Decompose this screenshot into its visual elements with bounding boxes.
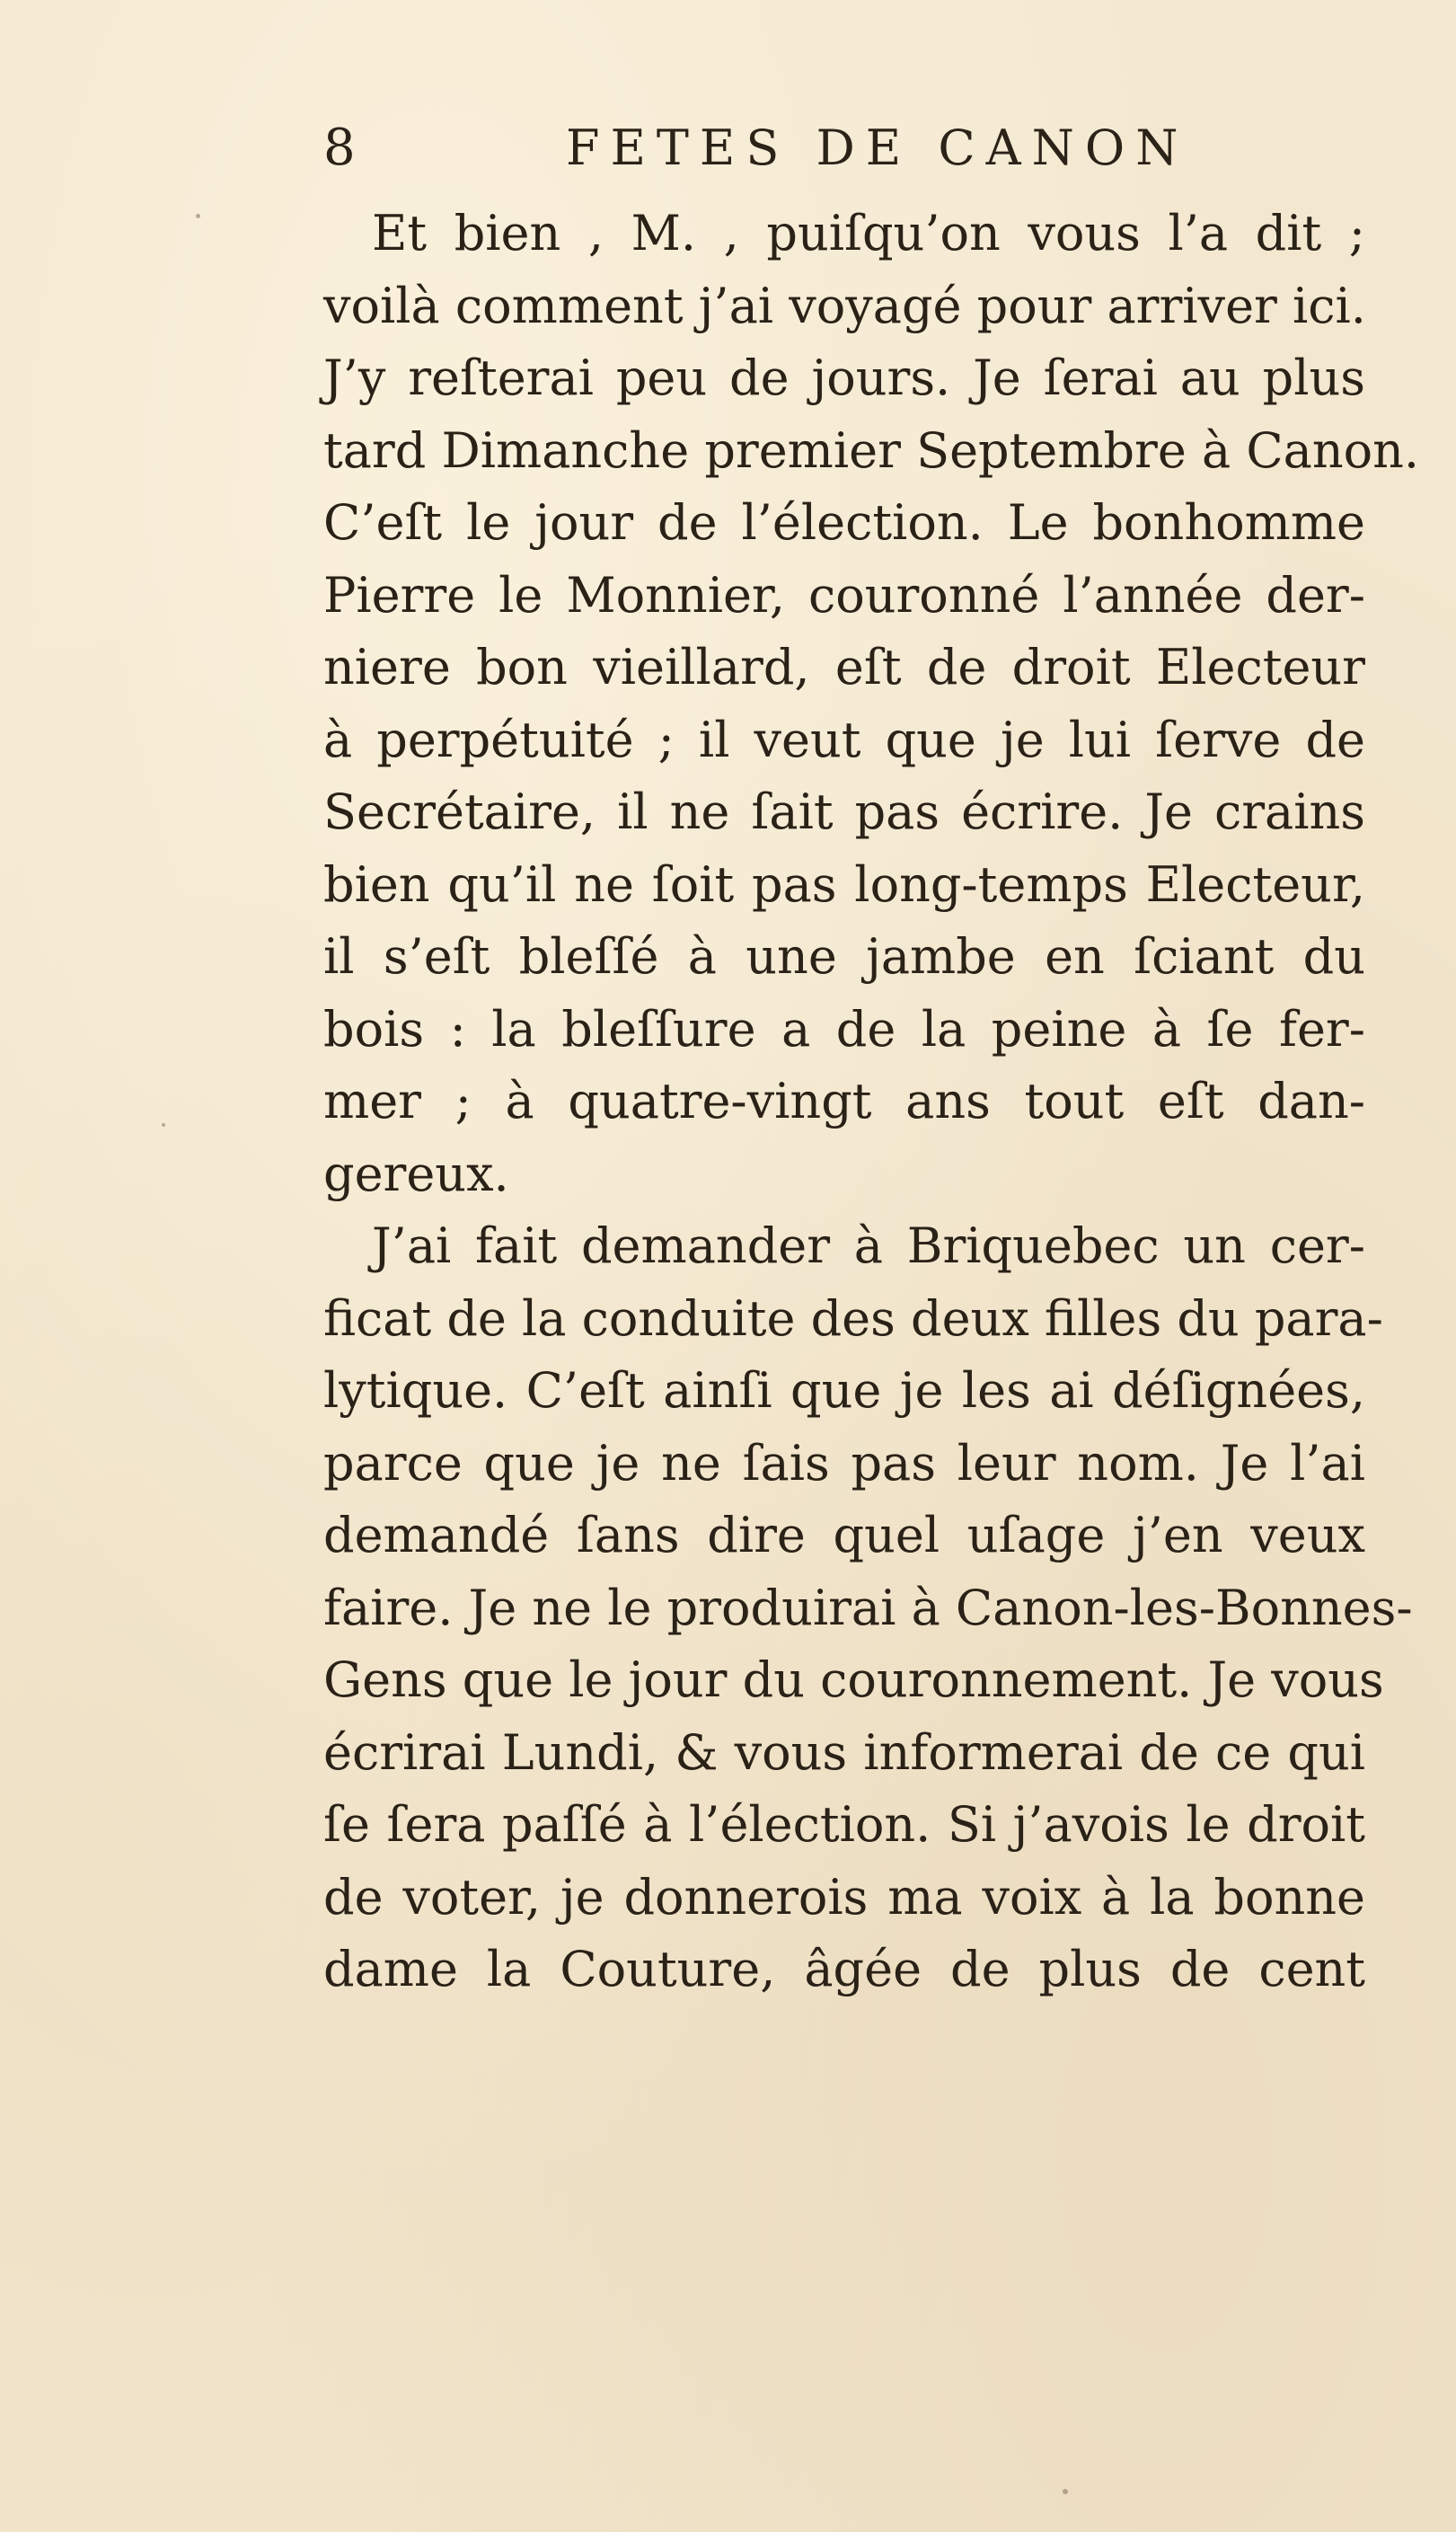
text-line: mer ; à quatre-vingt ans tout eſt dan- — [323, 1073, 1365, 1129]
page-header — [323, 108, 1189, 189]
text-line: demandé ſans dire quel uſage j’en veux — [323, 1507, 1365, 1563]
text-line: ſe ſera paſſé à l’élection. Si j’avois le droit — [323, 1796, 1365, 1853]
text-line: C’eſt le jour de l’élection. Le bonhomme — [323, 494, 1365, 551]
text-line: tard Dimanche premier Septembre à Canon. — [323, 421, 1420, 479]
text-line: parce que je ne ſais pas leur nom. Je l’ai — [323, 1434, 1365, 1492]
text-line: bien qu’il ne ſoit pas long-temps Electeur, — [323, 855, 1365, 913]
body-text — [323, 198, 1420, 2006]
text-line: faire. Je ne le produirai à Canon-les-Bonnes- — [323, 1579, 1413, 1636]
text-line: à perpétuité ; il veut que je lui ſerve de — [323, 711, 1365, 768]
page-number: 8 — [323, 119, 357, 177]
text-line: ficat de la conduite des deux filles du para- — [323, 1289, 1383, 1347]
text-line: gereux. — [323, 1145, 509, 1202]
text-line: lytique. C’eſt ainſi que je les ai déſignées, — [323, 1362, 1365, 1419]
running-title: FETES DE CANON — [566, 120, 1189, 176]
text-line: bois : la bleſſure a de la peine à ſe fer- — [323, 1000, 1365, 1058]
paragraph — [323, 198, 1420, 1210]
paper-speck — [1257, 1527, 1260, 1530]
text-line: J’y reſterai peu de jours. Je ſerai au plus — [323, 350, 1365, 406]
text-line: voilà comment j’ai voyagé pour arriver ici. — [323, 277, 1366, 334]
text-line: dame la Couture, âgée de plus de cent — [323, 1941, 1365, 1997]
text-line: Gens que le jour du couronnement. Je vous — [323, 1651, 1384, 1708]
text-line: J’ai fait demander à Briquebec un cer- — [372, 1217, 1365, 1274]
paper-speck — [162, 1123, 165, 1127]
paper-speck — [1063, 2489, 1068, 2494]
text-line: niere bon vieillard, eſt de droit Electeur — [323, 639, 1365, 695]
text-line: Pierre le Monnier, couronné l’année der- — [323, 566, 1365, 624]
paper-speck — [196, 214, 200, 218]
text-line: il s’eſt bleſſé à une jambe en ſciant du — [323, 928, 1365, 985]
paragraph — [323, 1210, 1413, 2006]
text-line: Et bien , M. , puiſqu’on vous l’a dit ; — [372, 205, 1365, 261]
text-line: Secrétaire, il ne ſait pas écrire. Je crains — [323, 784, 1365, 840]
text-line: de voter, je donnerois ma voix à la bonne — [323, 1868, 1365, 1926]
text-line: écrirai Lundi, & vous informerai de ce qui — [323, 1723, 1365, 1781]
